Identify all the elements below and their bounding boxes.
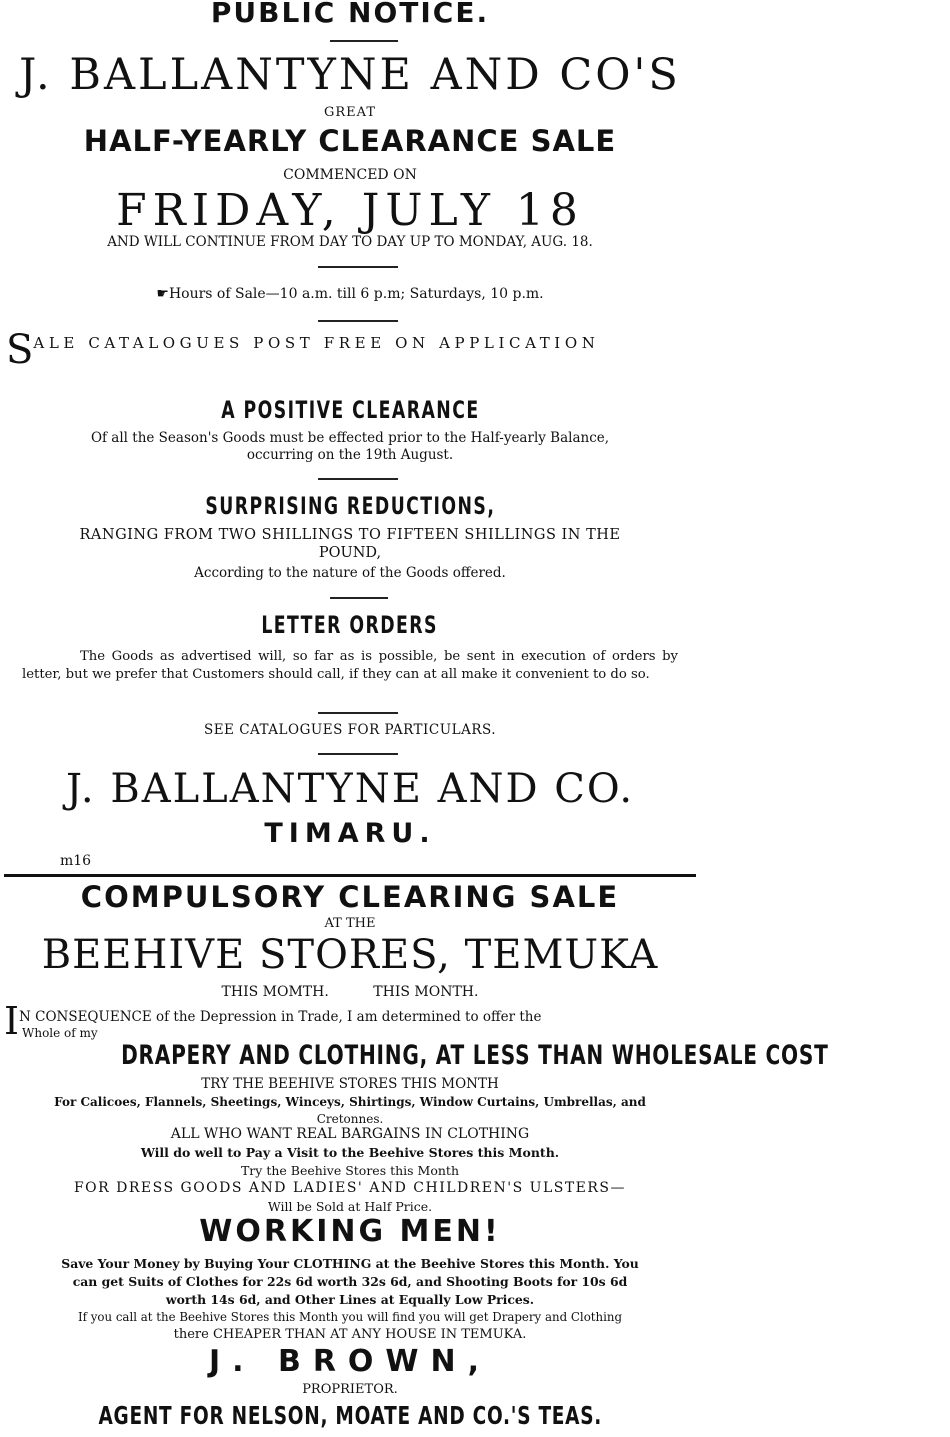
section-surprising-reductions [0,492,700,520]
reference-code: m16 [60,853,92,869]
advert-separator [4,874,696,877]
at-the-label: AT THE [324,916,376,931]
body-text: POUND, [318,545,382,561]
catalogue-line: SALE CATALOGUES POST FREE ON APPLICATION [6,327,600,373]
body-text: For Calicoes, Flannels, Sheetings, Winceys, Shirtings, Window Curtains, Umbrellas, and [54,1095,646,1109]
clearing-sale-title: COMPULSORY CLEARING SALE [80,880,620,914]
proprietor-label: PROPRIETOR. [302,1382,398,1397]
section-heading: A POSITIVE CLEARANCE [220,396,480,424]
body-text: there CHEAPER THAN AT ANY HOUSE IN TEMUKA. [173,1327,527,1342]
divider [330,40,398,42]
divider [318,266,398,268]
body-text: occurring on the 19th August. [246,447,454,463]
drop-cap: S [6,327,34,373]
divider [318,478,398,480]
hours-line: ☛Hours of Sale—10 a.m. till 6 p.m; Saturdays, 10 p.m. [156,286,544,302]
store-name: BEEHIVE STORES, TEMUKA [41,932,659,978]
body-text: RANGING FROM TWO SHILLINGS TO FIFTEEN SHILLINGS IN THE [79,527,621,543]
pointing-hand-icon: ☛ [156,286,169,302]
body-text: Whole of my [22,1026,98,1040]
firm-name: J. BALLANTYNE AND CO'S [19,50,681,100]
divider [318,753,398,755]
body-text: Try the Beehive Stores this Month [240,1163,460,1178]
agent-line: AGENT FOR NELSON, MOATE AND CO.'S TEAS. [98,1401,602,1430]
great-label: GREAT [323,105,376,120]
this-month-line: THIS MOMTH. THIS MONTH. [221,984,479,1000]
body-text: According to the nature of the Goods offered. [194,565,506,581]
letter-orders-body: The Goods as advertised will, so far as is possible, be sent in execution of orders by letter, but we prefer that Customers should call, if they can at all make it convenient to do so. [22,649,678,682]
sale-title: HALF-YEARLY CLEARANCE SALE [83,124,617,158]
section-heading: SURPRISING REDUCTIONS, [205,492,495,520]
body-text: Save Your Money by Buying Your CLOTHING at the Beehive Stores this Month. You [61,1256,639,1271]
divider [330,597,388,599]
commenced-label: COMMENCED ON [283,167,417,183]
body-text: Cretonnes. [316,1112,384,1126]
body-text: can get Suits of Clothes for 22s 6d worth 32s 6d, and Shooting Boots for 10s 6d [72,1274,628,1289]
signature-town: TIMARU. [264,818,436,849]
working-men-headline: WORKING MEN! [199,1214,501,1249]
body-text: Will do well to Pay a Visit to the Beehive Stores this Month. [140,1145,560,1160]
body-text: If you call at the Beehive Stores this Month you will find you will get Drapery and Clothing [77,1310,623,1324]
divider [318,712,398,714]
section-positive-clearance [0,396,700,424]
body-text: worth 14s 6d, and Other Lines at Equally Low Prices. [165,1292,535,1307]
body-text: ALL WHO WANT REAL BARGAINS IN CLOTHING [170,1126,530,1142]
drapery-headline: DRAPERY AND CLOTHING, AT LESS THAN WHOLESALE COST [121,1040,829,1071]
divider [318,320,398,322]
body-text: Will be Sold at Half Price. [267,1199,433,1214]
section-letter-orders [0,611,700,639]
body-text: Of all the Season's Goods must be effected prior to the Half-yearly Balance, [90,430,610,446]
intro-paragraph: $I^{N CONSEQUENCE of the Depression in Trade, I am determined to offer the}$ [4,999,542,1043]
section-heading: LETTER ORDERS [261,611,439,639]
see-catalogues-line: SEE CATALOGUES FOR PARTICULARS. [203,722,497,738]
body-text: TRY THE BEEHIVE STORES THIS MONTH [201,1076,499,1092]
drop-cap: I [4,999,20,1043]
continue-line: AND WILL CONTINUE FROM DAY TO DAY UP TO MONDAY, AUG. 18. [107,234,593,250]
signature-firm: J. BALLANTYNE AND CO. [65,766,635,812]
public-notice-header: PUBLIC NOTICE. [210,0,490,29]
sale-date: FRIDAY, JULY 18 [116,185,584,236]
proprietor-name: J. BROWN, [208,1344,492,1379]
body-text: FOR DRESS GOODS AND LADIES' AND CHILDREN'S ULSTERS— [73,1180,627,1196]
